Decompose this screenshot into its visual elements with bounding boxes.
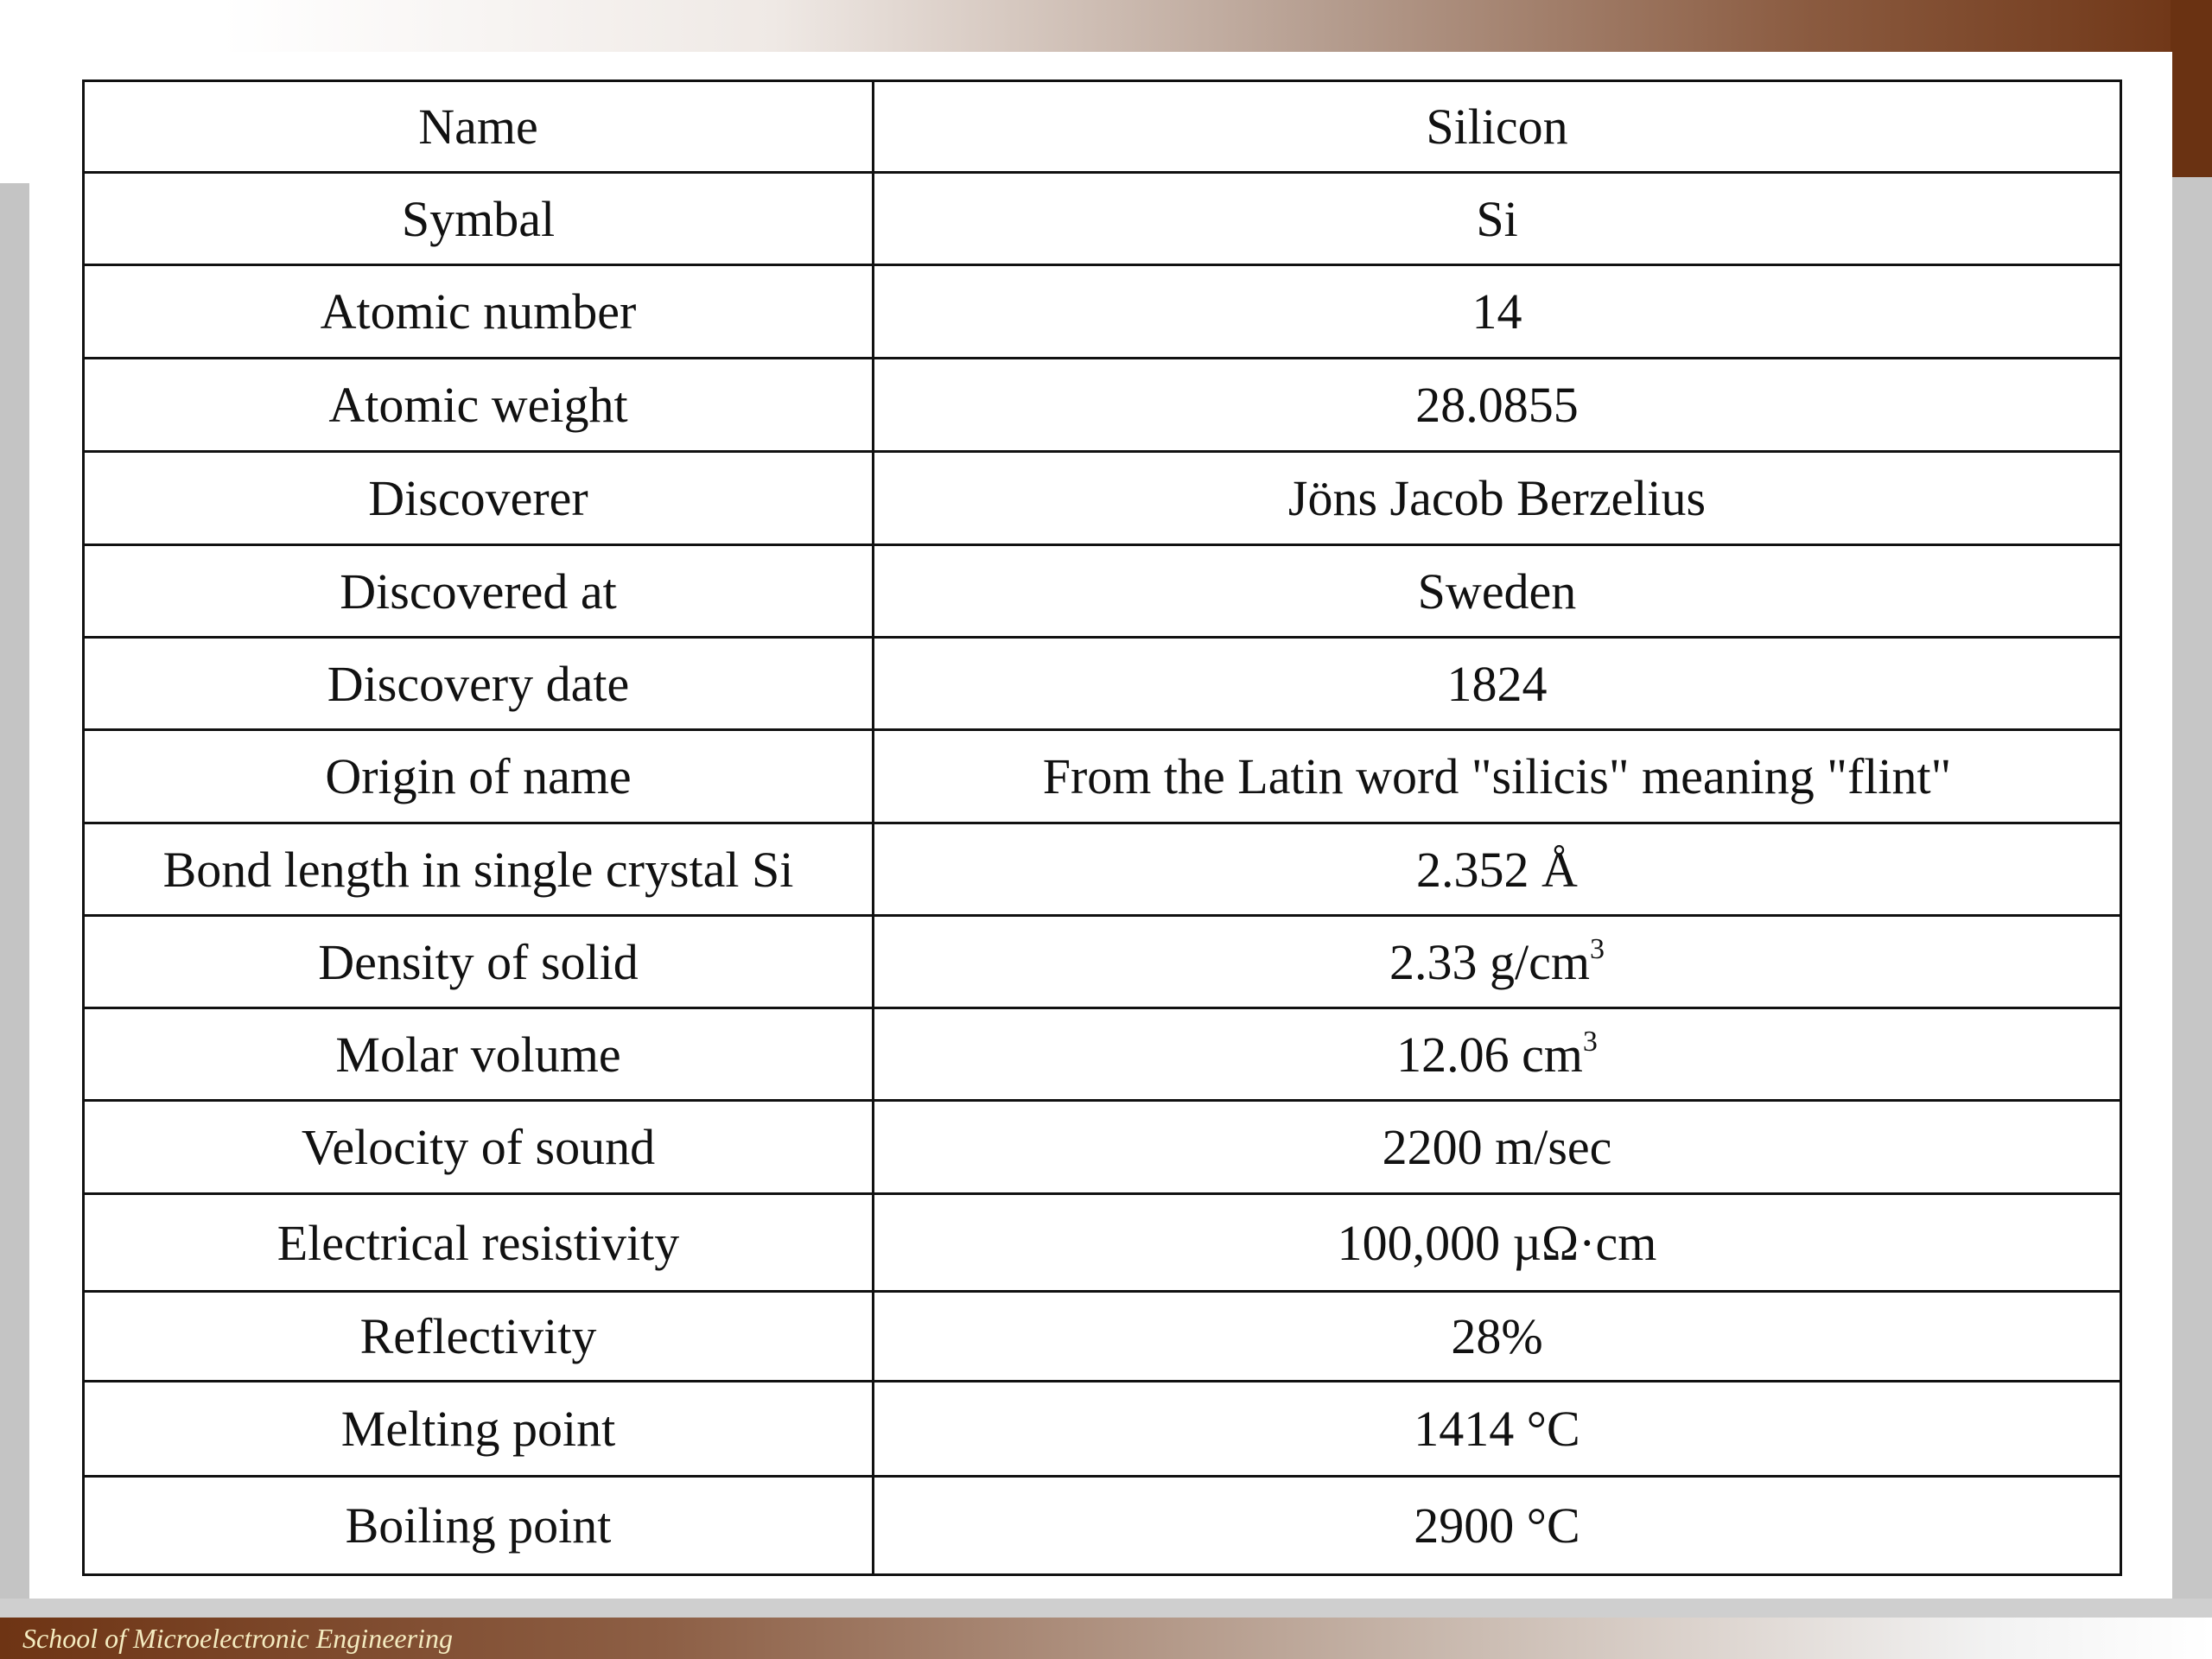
value-cell: Si (874, 173, 2121, 265)
value-cell: 14 (874, 265, 2121, 359)
superscript: 3 (1582, 1025, 1598, 1058)
property-cell: Molar volume (84, 1008, 874, 1101)
value-cell: Sweden (874, 545, 2121, 638)
table-row (84, 1382, 2121, 1477)
slide-left-border (0, 183, 29, 1618)
table-row (84, 730, 2121, 823)
value-text: 2.33 g/cm (1389, 933, 1590, 990)
value-cell: 1414 °C (874, 1382, 2121, 1477)
property-cell: Discoverer (84, 452, 874, 545)
property-cell: Discovered at (84, 545, 874, 638)
property-cell: Velocity of sound (84, 1101, 874, 1194)
superscript: 3 (1589, 932, 1605, 965)
table-row (84, 916, 2121, 1008)
value-cell: 2200 m/sec (874, 1101, 2121, 1194)
table-row (84, 638, 2121, 730)
table-row (84, 1194, 2121, 1292)
value-cell (874, 916, 2121, 1008)
silicon-properties-table (82, 79, 2122, 1576)
value-text: 12.06 cm (1396, 1026, 1583, 1083)
property-cell: Origin of name (84, 730, 874, 823)
table-row (84, 545, 2121, 638)
property-cell: Atomic number (84, 265, 874, 359)
table-row (84, 81, 2121, 173)
value-cell: 2900 °C (874, 1477, 2121, 1575)
property-cell: Symbal (84, 173, 874, 265)
value-cell: 1824 (874, 638, 2121, 730)
table-row (84, 173, 2121, 265)
property-cell: Density of solid (84, 916, 874, 1008)
table-row (84, 265, 2121, 359)
table-row (84, 452, 2121, 545)
table-row (84, 823, 2121, 916)
property-cell: Reflectivity (84, 1292, 874, 1382)
table-row (84, 1008, 2121, 1101)
value-cell: 2.352 Å (874, 823, 2121, 916)
property-cell: Name (84, 81, 874, 173)
table-row (84, 359, 2121, 452)
value-cell: 100,000 µΩ·cm (874, 1194, 2121, 1292)
property-cell: Atomic weight (84, 359, 874, 452)
table-row (84, 1477, 2121, 1575)
slide-header-band (0, 0, 2212, 52)
value-cell: 28.0855 (874, 359, 2121, 452)
value-cell: 28% (874, 1292, 2121, 1382)
slide-corner-block (2171, 0, 2212, 177)
property-cell: Melting point (84, 1382, 874, 1477)
property-cell: Discovery date (84, 638, 874, 730)
property-cell: Boiling point (84, 1477, 874, 1575)
slide-right-border (2172, 177, 2212, 1618)
property-cell: Bond length in single crystal Si (84, 823, 874, 916)
table-row (84, 1292, 2121, 1382)
property-cell: Electrical resistivity (84, 1194, 874, 1292)
value-cell: From the Latin word "silicis" meaning "flint" (874, 730, 2121, 823)
footer-text: School of Microelectronic Engineering (22, 1623, 453, 1654)
value-cell: Jöns Jacob Berzelius (874, 452, 2121, 545)
value-cell: Silicon (874, 81, 2121, 173)
table-row (84, 1101, 2121, 1194)
value-cell (874, 1008, 2121, 1101)
slide-bottom-border (0, 1599, 2212, 1618)
